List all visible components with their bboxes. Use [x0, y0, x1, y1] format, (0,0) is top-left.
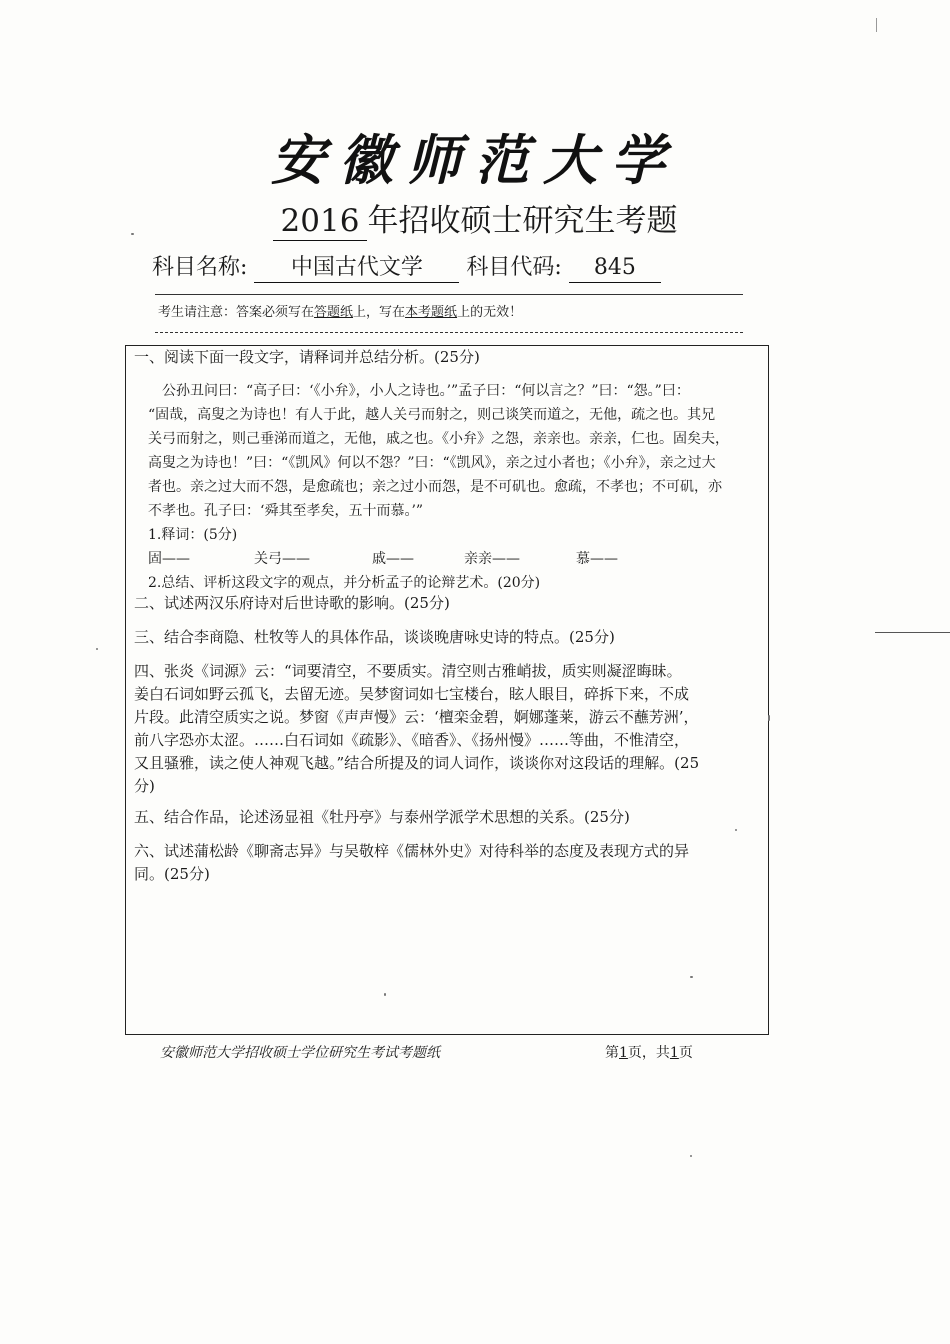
notice-rule	[155, 332, 743, 333]
top-rule	[155, 294, 743, 295]
q1-passage-line: 者也。亲之过大而不怨，是愈疏也；亲之过小而怨，是不可矶也。愈疏，不孝也；不可矶，亦	[148, 479, 722, 495]
scan-speck	[690, 1155, 692, 1157]
q1-passage-line: 不孝也。孔子曰：‘舜其至孝矣，五十而慕。’”	[148, 503, 424, 519]
page-mid: 页，共	[627, 1045, 670, 1061]
q1-passage-line: “固哉，高叟之为诗也！有人于此，越人关弓而射之，则己谈笑而道之，无他，疏之也。其兄	[148, 407, 716, 423]
q1-sub1: 1.释词：(5分)	[148, 527, 238, 543]
subject-name-label: 科目名称:	[152, 255, 248, 280]
q5-text: 五、结合作品，论述汤显祖《牡丹亭》与泰州学派学术思想的关系。(25分)	[134, 808, 630, 826]
notice-answer-sheet: 答题纸	[314, 305, 354, 320]
scan-speck	[735, 829, 737, 831]
q1-passage-line: 公孙丑问曰：“高子曰：‘《小弁》，小人之诗也。’”孟子曰：“何以言之？”曰：“怨。”曰：	[162, 383, 690, 399]
q4-line: 分)	[134, 777, 155, 795]
q4-line: 又且骚雅，读之使人神观飞越。”结合所提及的词人词作，谈谈你对这段话的理解。(25	[134, 754, 700, 772]
notice-question-sheet: 本考题纸	[405, 305, 458, 320]
footer-label: 安徽师范大学招收硕士学位研究生考试考题纸	[160, 1045, 440, 1061]
scan-speck	[768, 715, 770, 721]
q6-line: 同。(25分)	[134, 865, 210, 883]
page-number	[605, 1042, 693, 1062]
scan-artifact-line	[875, 632, 950, 633]
q1-heading: 一、阅读下面一段文字，请释词并总结分析。(25分)	[134, 348, 480, 366]
university-calligraphy-title: 安徽师范大学	[271, 128, 679, 192]
exam-title-text: 年招收硕士研究生考题	[367, 203, 678, 239]
q1-term: 慕——	[576, 551, 618, 567]
q3-text: 三、结合李商隐、杜牧等人的具体作品，谈谈晚唐咏史诗的特点。(25分)	[134, 628, 615, 646]
q1-passage-line: 关弓而射之，则己垂涕而道之，无他，戚之也。《小弁》之怨，亲亲也。亲亲，仁也。固矣夫，	[148, 431, 729, 447]
subject-code-label: 科目代码:	[466, 255, 562, 280]
q1-term: 戚——	[372, 551, 414, 567]
scan-artifact-mark	[876, 18, 877, 32]
q4-line: 片段。此清空质实之说。梦窗《声声慢》云：‘檀栾金碧，婀娜蓬莱，游云不蘸芳洲’，	[134, 708, 699, 726]
q6-line: 六、试述蒲松龄《聊斋志异》与吴敬梓《儒林外史》对待科举的态度及表现方式的异	[134, 842, 690, 860]
subject-name-value: 中国古代文学	[254, 254, 459, 283]
page-current: 1	[619, 1045, 628, 1061]
scan-speck	[384, 993, 386, 996]
q1-sub2: 2.总结、评析这段文字的观点，并分析孟子的论辩艺术。(20分)	[148, 575, 541, 591]
subject-line	[152, 250, 661, 283]
page-prefix: 第	[605, 1045, 619, 1061]
q4-line: 四、张炎《词源》云：“词要清空，不要质实。清空则古雅峭拔，质实则凝涩晦昧。	[134, 662, 682, 680]
page-total: 1	[669, 1045, 679, 1061]
exam-title	[0, 195, 950, 241]
q4-line: 前八字恐亦太涩。……白石词如《疏影》、《暗香》、《扬州慢》……等曲，不惟清空，	[134, 731, 690, 749]
q4-line: 姜白石词如野云孤飞，去留无迹。吴梦窗词如七宝楼台，眩人眼目，碎拆下来，不成	[134, 685, 690, 703]
q2-text: 二、试述两汉乐府诗对后世诗歌的影响。(25分)	[134, 594, 450, 612]
notice-text-3: 上的无效！	[457, 305, 523, 320]
scan-speck	[96, 648, 98, 650]
scan-speck	[690, 976, 693, 978]
notice-text-2: 上，写在	[353, 305, 406, 320]
exam-year: 2016	[273, 202, 368, 241]
notice-text-1: 考生请注意：答案必须写在	[158, 305, 315, 320]
exam-notice	[158, 301, 522, 320]
q1-term: 关弓——	[254, 551, 310, 567]
question-box	[125, 345, 769, 1035]
scan-speck	[131, 233, 134, 235]
q1-term: 固——	[148, 551, 190, 567]
page-suffix: 页	[678, 1045, 693, 1061]
q1-term: 亲亲——	[464, 551, 520, 567]
subject-code-value: 845	[569, 254, 661, 283]
q1-passage-line: 高叟之为诗也！”曰：“《凯风》何以不怨？”曰：“《凯风》，亲之过小者也；《小弁》，亲之过大	[148, 455, 716, 471]
